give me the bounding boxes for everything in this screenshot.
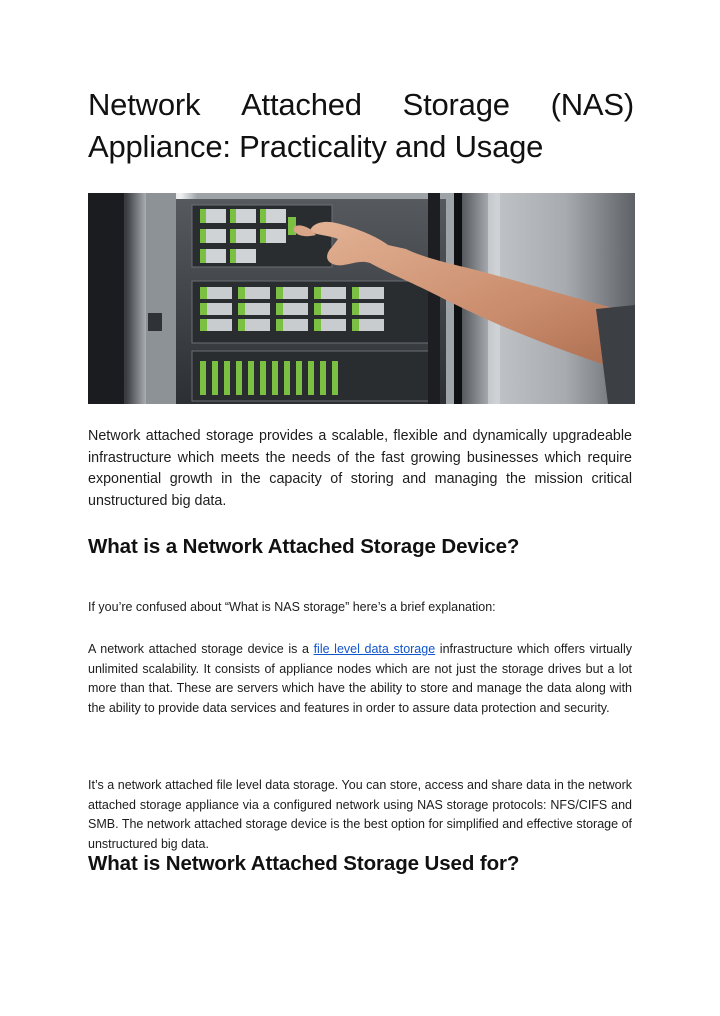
hero-image [88, 193, 635, 404]
title-word: Storage [402, 87, 510, 122]
title-line-2: Appliance: Practicality and Usage [88, 129, 544, 164]
title-word: Network [88, 87, 201, 122]
section-heading-device: What is a Network Attached Storage Device? [88, 535, 520, 558]
intro-paragraph: Network attached storage provides a scalable, flexible and dynamically upgradeable infrastructure which meets the needs of the fast growing businesses which require exponential growth in the capacity of storing and managing the mission critical unstructured big data. [88, 428, 632, 509]
file-level-storage-link[interactable]: file level data storage [313, 642, 436, 656]
page-title [88, 84, 634, 168]
section-heading-usage: What is Network Attached Storage Used for? [88, 852, 520, 875]
title-word: Attached [241, 87, 362, 122]
device-paragraph-text: A network attached storage device is a [88, 642, 314, 656]
section-lead: If you’re confused about “What is NAS storage” here’s a brief explanation: [88, 600, 496, 614]
title-line-1 [88, 84, 634, 126]
title-word: (NAS) [550, 87, 634, 122]
server-rack-hand-photo-icon [88, 193, 635, 404]
protocols-paragraph: It’s a network attached file level data storage. You can store, access and share data in the network attached storage appliance via a configured network using NAS storage protocols: NFS/CIFS and SMB. The network attached storage device is the best option for simplified and effective storage of unstructured big data. [88, 778, 632, 851]
device-paragraph-text: infrastructure which offers virtually unlimited scalability. It consists of appliance nodes which are not just the storage drives but a lot more than that. These are servers which have the ability to store and manage the data along with the ability to provide data services and features in order to assure data protection and security. [88, 642, 632, 715]
device-paragraph [88, 640, 632, 718]
